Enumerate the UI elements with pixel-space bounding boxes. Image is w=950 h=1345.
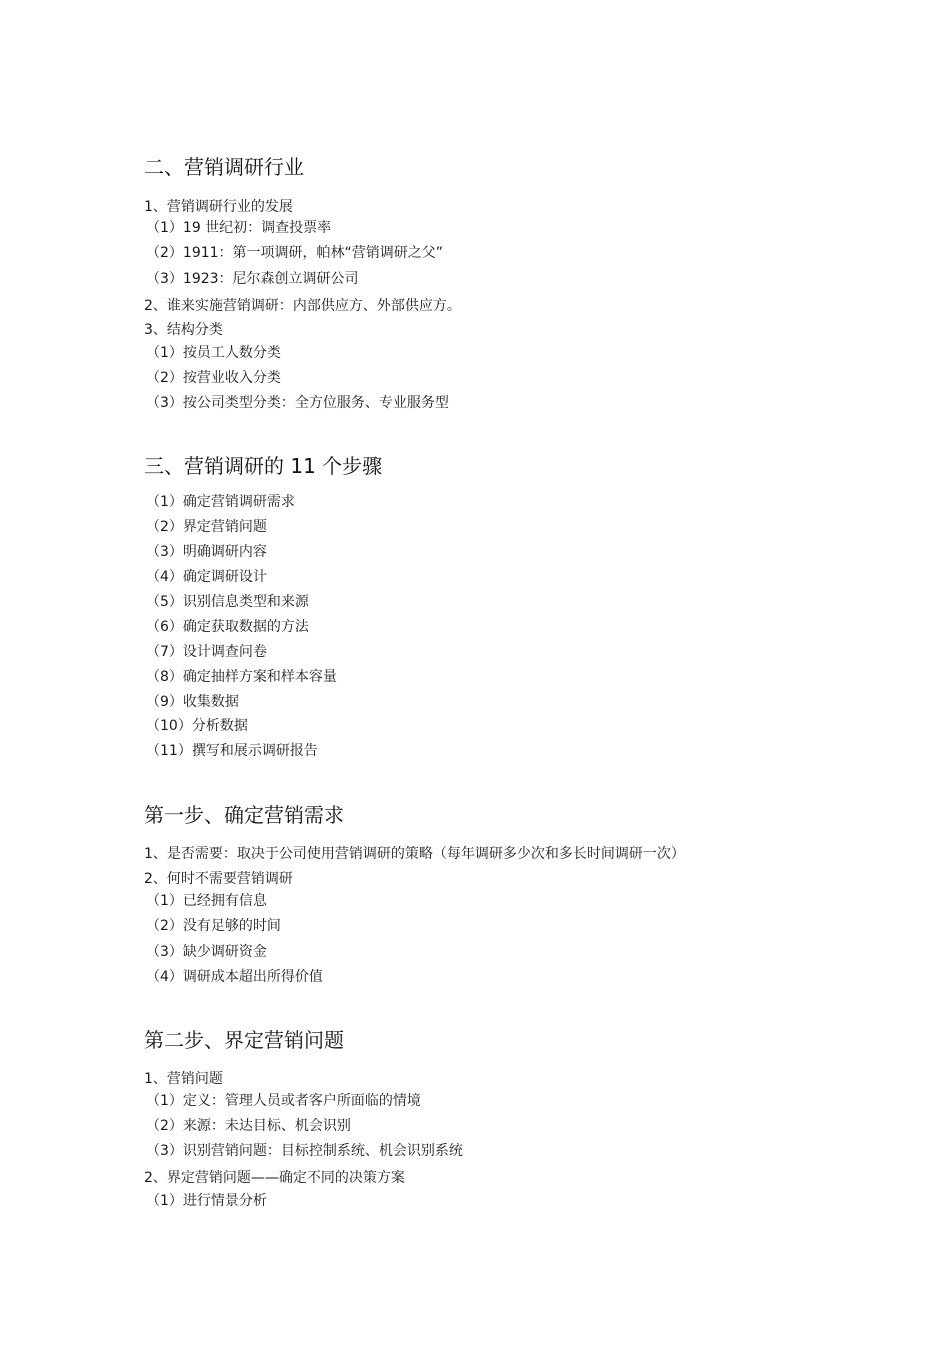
text-line: （3）识别营销问题：目标控制系统、机会识别系统 xyxy=(146,1143,463,1159)
text-line: （1）定义：管理人员或者客户所面临的情境 xyxy=(146,1093,421,1109)
text-line: （1）确定营销调研需求 xyxy=(146,494,295,510)
section-heading: 二、营销调研行业 xyxy=(144,155,304,179)
text-line: （2）按营业收入分类 xyxy=(146,370,281,386)
text-line: （3）1923：尼尔森创立调研公司 xyxy=(146,271,359,287)
text-line: （3）按公司类型分类：全方位服务、专业服务型 xyxy=(146,395,449,411)
section-heading: 三、营销调研的 11 个步骤 xyxy=(144,454,383,478)
section-heading: 第二步、界定营销问题 xyxy=(144,1028,344,1052)
text-line: （1）19 世纪初：调查投票率 xyxy=(146,220,332,236)
text-line: （10）分析数据 xyxy=(146,718,248,734)
text-line: （11）撰写和展示调研报告 xyxy=(146,743,318,759)
text-line: （9）收集数据 xyxy=(146,694,239,710)
text-line: （3）缺少调研资金 xyxy=(146,944,267,960)
text-line: （4）调研成本超出所得价值 xyxy=(146,969,323,985)
text-line: 2、何时不需要营销调研 xyxy=(144,871,293,887)
text-line: 1、是否需要：取决于公司使用营销调研的策略（每年调研多少次和多长时间调研一次） xyxy=(144,846,685,862)
text-line: （8）确定抽样方案和样本容量 xyxy=(146,669,337,685)
text-line: （2）来源：未达目标、机会识别 xyxy=(146,1118,351,1134)
text-line: （2）界定营销问题 xyxy=(146,519,267,535)
text-line: 1、营销问题 xyxy=(144,1071,223,1087)
text-line: 3、结构分类 xyxy=(144,322,223,338)
text-line: 2、界定营销问题——确定不同的决策方案 xyxy=(144,1170,405,1186)
text-line: （1）进行情景分析 xyxy=(146,1193,267,1209)
text-line: （5）识别信息类型和来源 xyxy=(146,594,309,610)
text-line: （6）确定获取数据的方法 xyxy=(146,619,309,635)
text-line: （4）确定调研设计 xyxy=(146,569,267,585)
text-line: 1、营销调研行业的发展 xyxy=(144,199,293,215)
text-line: （2）1911：第一项调研，帕林“营销调研之父” xyxy=(146,245,444,261)
text-line: （3）明确调研内容 xyxy=(146,544,267,560)
text-line: 2、谁来实施营销调研：内部供应方、外部供应方。 xyxy=(144,298,461,314)
text-line: （1）已经拥有信息 xyxy=(146,893,267,909)
text-line: （2）没有足够的时间 xyxy=(146,918,281,934)
text-line: （1）按员工人数分类 xyxy=(146,345,281,361)
section-heading: 第一步、确定营销需求 xyxy=(144,803,344,827)
text-line: （7）设计调查问卷 xyxy=(146,644,267,660)
